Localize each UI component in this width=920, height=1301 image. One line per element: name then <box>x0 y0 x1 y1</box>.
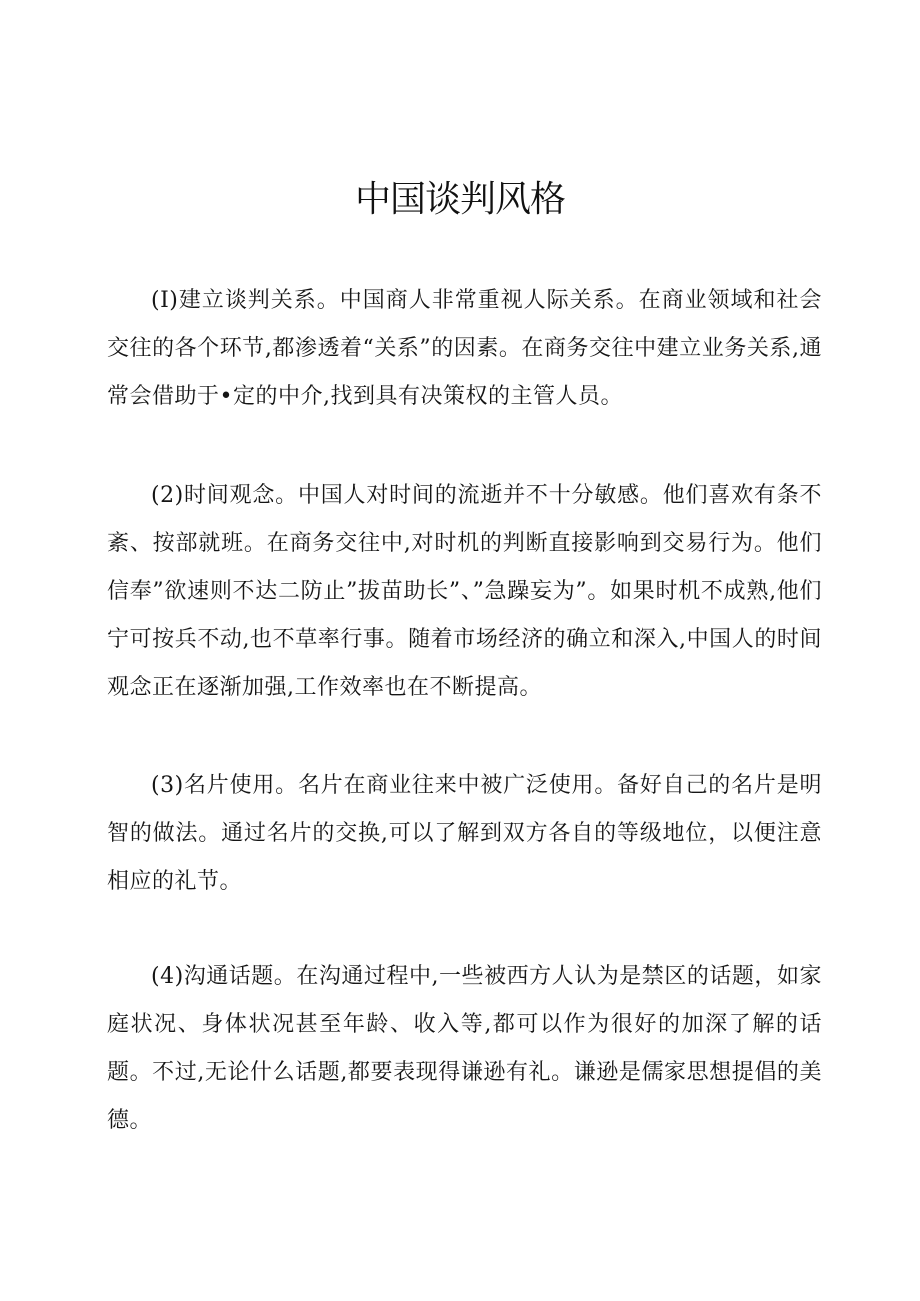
paragraph-3: (3)名片使用。名片在商业往来中被广泛使用。备好自己的名片是明智的做法。通过名片的交换,可以了解到双方各自的等级地位，以便注意相应的礼节。 <box>107 773 822 894</box>
paragraph-4: (4)沟通话题。在沟通过程中,一些被西方人认为是禁区的话题，如家庭状况、身体状况甚至年龄、收入等,都可以作为很好的加深了解的话题。不过,无论什么话题,都要表现得谦逊有礼。谦逊是儒家思想提倡的美德。 <box>107 964 822 1133</box>
paragraph-2: (2)时间观念。中国人对时间的流逝并不十分敏感。他们喜欢有条不紊、按部就班。在商务交往中,对时机的判断直接影响到交易行为。他们信奉”欲速则不达二防止”拔苗助长”、”急躁妄为”。如果时机不成熟,他们宁可按兵不动,也不草率行事。随着市场经济的确立和深入,中国人的时间观念正在逐渐加强,工作效率也在不断提高。 <box>107 483 822 700</box>
paragraph-1: (I)建立谈判关系。中国商人非常重视人际关系。在商业领域和社会交往的各个环节,都渗透着“关系”的因素。在商务交往中建立业务关系,通常会借助于•定的中介,找到具有决策权的主管人员。 <box>107 288 822 409</box>
document-title: 中国谈判风格 <box>354 179 565 220</box>
